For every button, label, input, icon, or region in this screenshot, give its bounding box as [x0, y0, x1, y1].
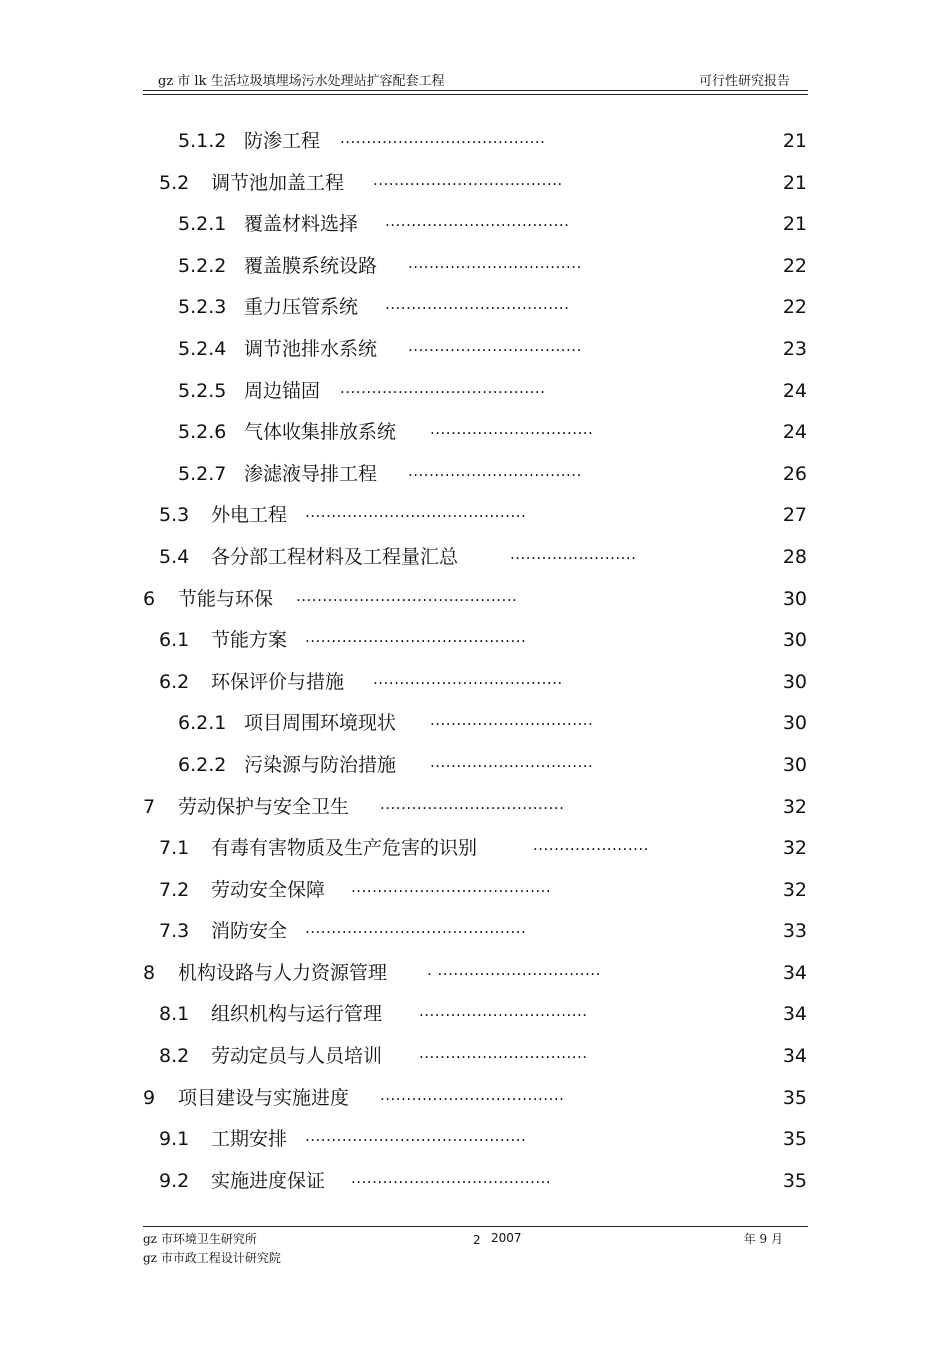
toc-leader-dots: .......................................... — [305, 503, 527, 522]
toc-entry[interactable] — [0, 1078, 950, 1120]
toc-entry[interactable] — [0, 454, 950, 496]
toc-entry[interactable] — [0, 204, 950, 246]
toc-entry-number: 6.2.1 — [178, 712, 227, 735]
toc-entry[interactable] — [0, 787, 950, 829]
toc-entry-title: 消防安全 — [211, 920, 288, 943]
toc-leader-dots: ................................ — [419, 1044, 588, 1063]
toc-entry-title: 机构设路与人力资源管理 — [178, 961, 388, 984]
toc-leader-dots: ...................................... — [351, 1168, 552, 1187]
toc-leader-dots: ...................... — [533, 836, 649, 855]
page-number: 2 — [473, 1233, 481, 1247]
toc-entry-title: 各分部工程材料及工程量汇总 — [211, 545, 459, 568]
page-footer — [143, 1226, 808, 1265]
header-rule-thick — [143, 90, 808, 91]
toc-entry-number: 9.1 — [159, 1128, 190, 1151]
toc-leader-dots: ................................. — [408, 461, 582, 480]
toc-entry[interactable] — [0, 703, 950, 745]
toc-entry[interactable] — [0, 579, 950, 621]
toc-entry[interactable] — [0, 371, 950, 413]
toc-entry[interactable] — [0, 246, 950, 288]
toc-leader-dots: .......................................... — [305, 919, 527, 938]
toc-entry-number: 5.2.1 — [178, 213, 227, 236]
toc-leader-dots: ....................................... — [340, 129, 546, 147]
toc-entry-number: 5.4 — [159, 545, 190, 568]
toc-entry[interactable] — [0, 329, 950, 371]
toc-entry[interactable] — [0, 994, 950, 1036]
toc-leader-dots: .................................... — [373, 669, 563, 688]
toc-entry-page: 24 — [782, 379, 807, 402]
page-header — [143, 68, 808, 92]
footer-rule — [143, 1226, 808, 1227]
header-project-title: gz 市 lk 生活垃圾填埋场污水处理站扩容配套工程 — [158, 74, 445, 89]
toc-entry-page: 30 — [782, 753, 807, 776]
toc-leader-dots: ................................... — [380, 1085, 565, 1104]
toc-entry-title: 外电工程 — [211, 504, 288, 527]
toc-entry-number: 7.1 — [159, 837, 190, 860]
toc-entry-page: 22 — [782, 296, 807, 319]
toc-entry[interactable] — [0, 745, 950, 787]
toc-entry-number: 9 — [143, 1086, 156, 1109]
toc-entry-page: 34 — [782, 1045, 807, 1068]
toc-entry-page: 35 — [782, 1086, 807, 1109]
toc-entry-title: 有毒有害物质及生产危害的识别 — [211, 837, 478, 860]
toc-entry[interactable] — [0, 1036, 950, 1078]
toc-entry-page: 34 — [782, 961, 807, 984]
toc-entry-number: 5.1.2 — [178, 130, 227, 152]
toc-entry-number: 7 — [143, 795, 156, 818]
toc-entry-page: 23 — [782, 337, 807, 360]
toc-entry-title: 工期安排 — [211, 1128, 288, 1151]
toc-entry-page: 30 — [782, 587, 807, 610]
toc-leader-dots: ...................................... — [351, 877, 552, 896]
toc-entry-page: 34 — [782, 1003, 807, 1026]
toc-leader-dots: ............................... — [430, 420, 594, 439]
toc-entry[interactable] — [0, 412, 950, 454]
toc-entry-page: 30 — [782, 670, 807, 693]
toc-entry-title: 覆盖材料选择 — [244, 213, 359, 236]
toc-entry-number: 7.3 — [159, 920, 190, 943]
toc-entry-title: 渗滤液导排工程 — [244, 462, 378, 485]
toc-entry-number: 5.2.5 — [178, 379, 227, 402]
toc-entry[interactable] — [0, 121, 950, 163]
header-report-type: 可行性研究报告 — [698, 74, 790, 89]
toc-entry-title: 气体收集排放系统 — [244, 421, 397, 444]
toc-entry-number: 6.2 — [159, 670, 190, 693]
toc-entry-number: 8 — [143, 961, 156, 984]
toc-entry[interactable] — [0, 620, 950, 662]
toc-entry[interactable] — [0, 287, 950, 329]
toc-leader-dots: ................................... — [380, 794, 565, 813]
toc-entry-page: 28 — [782, 545, 807, 568]
toc-entry-page: 26 — [782, 462, 807, 485]
toc-entry-number: 6 — [143, 587, 156, 610]
toc-entry-title: 实施进度保证 — [211, 1169, 326, 1192]
toc-leader-dots: . ............................... — [427, 960, 601, 979]
toc-entry-number: 5.2.3 — [178, 296, 227, 319]
toc-leader-dots: ........................ — [510, 544, 637, 563]
toc-entry[interactable] — [0, 495, 950, 537]
footer-month: 年 9 月 — [743, 1232, 783, 1246]
toc-entry-title: 组织机构与运行管理 — [211, 1003, 383, 1026]
footer-org-1: gz 市环境卫生研究所 — [143, 1232, 257, 1246]
toc-entry-number: 8.1 — [159, 1003, 190, 1026]
toc-leader-dots: .......................................... — [305, 1127, 527, 1146]
toc-entry-page: 35 — [782, 1169, 807, 1192]
toc-entry[interactable] — [0, 1161, 950, 1203]
toc-entry-number: 5.3 — [159, 504, 190, 527]
toc-entry-number: 6.1 — [159, 629, 190, 652]
toc-entry[interactable] — [0, 828, 950, 870]
toc-entry-title: 项目周围环境现状 — [244, 712, 397, 735]
toc-entry-page: 22 — [782, 254, 807, 277]
toc-entry[interactable] — [0, 870, 950, 912]
toc-entry-title: 项目建设与实施进度 — [178, 1086, 350, 1109]
toc-entry[interactable] — [0, 662, 950, 704]
toc-entry-page: 32 — [782, 878, 807, 901]
toc-leader-dots: ................................... — [385, 212, 570, 231]
toc-entry[interactable] — [0, 163, 950, 205]
toc-entry[interactable] — [0, 911, 950, 953]
toc-entry-number: 5.2.4 — [178, 337, 227, 360]
toc-entry-number: 5.2 — [159, 171, 190, 194]
toc-entry-page: 30 — [782, 712, 807, 735]
footer-year: 2007 — [491, 1231, 522, 1245]
toc-leader-dots: .......................................... — [305, 628, 527, 647]
toc-entry-number: 6.2.2 — [178, 753, 227, 776]
toc-entry-page: 21 — [782, 213, 807, 236]
toc-entry-number: 5.2.7 — [178, 462, 227, 485]
toc-entry-title: 调节池加盖工程 — [211, 171, 345, 194]
toc-entry-page: 32 — [782, 837, 807, 860]
toc-entry-page: 35 — [782, 1128, 807, 1151]
toc-entry-title: 覆盖膜系统设路 — [244, 254, 378, 277]
toc-entry-page: 33 — [782, 920, 807, 943]
toc-leader-dots: ............................... — [430, 752, 594, 771]
toc-leader-dots: ................................... — [385, 295, 570, 314]
toc-entry-title: 节能方案 — [211, 629, 288, 652]
toc-leader-dots: ............................... — [430, 711, 594, 730]
table-of-contents — [0, 121, 950, 1202]
toc-entry-number: 8.2 — [159, 1045, 190, 1068]
toc-entry-page: 24 — [782, 421, 807, 444]
toc-leader-dots: .......................................... — [296, 586, 518, 605]
toc-leader-dots: ................................. — [408, 336, 582, 355]
toc-entry-title: 劳动保护与安全卫生 — [178, 795, 350, 818]
toc-leader-dots: ................................. — [408, 253, 582, 272]
header-rule-thin — [143, 94, 808, 95]
toc-entry-title: 劳动安全保障 — [211, 878, 326, 901]
toc-entry-title: 节能与环保 — [178, 587, 274, 610]
toc-entry-page: 32 — [782, 795, 807, 818]
toc-entry-page: 21 — [782, 171, 807, 194]
toc-entry-number: 5.2.2 — [178, 254, 227, 277]
toc-entry-title: 调节池排水系统 — [244, 337, 378, 360]
toc-entry-title: 污染源与防治措施 — [244, 753, 397, 776]
toc-entry-page: 27 — [782, 504, 807, 527]
toc-entry-title: 重力压管系统 — [244, 296, 359, 319]
toc-leader-dots: .................................... — [373, 170, 563, 189]
toc-entry[interactable] — [0, 537, 950, 579]
toc-entry-title: 劳动定员与人员培训 — [211, 1045, 383, 1068]
toc-entry[interactable] — [0, 953, 950, 995]
toc-entry-number: 9.2 — [159, 1169, 190, 1192]
toc-leader-dots: ................................ — [419, 1002, 588, 1021]
toc-entry-page: 21 — [782, 130, 807, 152]
toc-entry-title: 防渗工程 — [244, 130, 321, 152]
footer-org-2: gz 市市政工程设计研究院 — [143, 1251, 281, 1265]
toc-entry[interactable] — [0, 1119, 950, 1161]
toc-entry-title: 环保评价与措施 — [211, 670, 345, 693]
toc-entry-number: 5.2.6 — [178, 421, 227, 444]
toc-leader-dots: ....................................... — [340, 378, 546, 397]
toc-entry-number: 7.2 — [159, 878, 190, 901]
toc-entry-page: 30 — [782, 629, 807, 652]
toc-entry-title: 周边锚固 — [244, 379, 321, 402]
